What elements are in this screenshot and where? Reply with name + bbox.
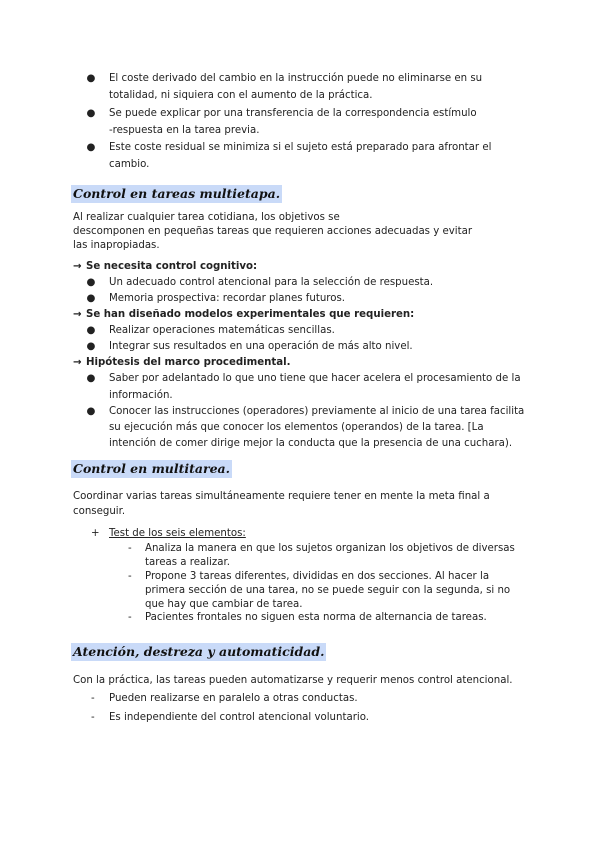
sublist-label: Test de los seis elementos: — [109, 528, 246, 539]
bullet-icon: ● — [86, 108, 96, 119]
dash-icon: - — [128, 543, 132, 554]
arrow-icon: → — [73, 309, 82, 320]
group-label: Se necesita control cognitivo: — [86, 261, 258, 272]
paragraph-line: conseguir. — [73, 506, 126, 517]
list-item-line: información. — [109, 390, 173, 401]
list-item-line: Un adecuado control atencional para la selección de respuesta. — [109, 277, 434, 288]
dash-icon: - — [91, 712, 95, 723]
dash-icon: - — [128, 612, 132, 623]
paragraph-line: Con la práctica, las tareas pueden automatizarse y requerir menos control atencional. — [73, 675, 513, 686]
list-item-line: su ejecución más que conocer los elementos (operandos) de la tarea. [La — [109, 422, 484, 433]
bullet-icon: ● — [86, 142, 96, 153]
list-item-line: Pueden realizarse en paralelo a otras conductas. — [109, 693, 358, 704]
bullet-icon: ● — [86, 341, 96, 352]
bullet-icon: ● — [86, 325, 96, 336]
list-item-line: -respuesta en la tarea previa. — [109, 125, 260, 136]
paragraph-line: las inapropiadas. — [73, 240, 160, 251]
list-item-line: Realizar operaciones matemáticas sencillas. — [109, 325, 335, 336]
list-item-line: Memoria prospectiva: recordar planes futuros. — [109, 293, 346, 304]
list-item-line: primera sección de una tarea, no se puede seguir con la segunda, si no — [145, 585, 511, 596]
paragraph-line: Al realizar cualquier tarea cotidiana, los objetivos se — [73, 212, 340, 223]
list-item-line: Conocer las instrucciones (operadores) previamente al inicio de una tarea facilita — [109, 406, 525, 417]
list-item-line: totalidad, ni siquiera con el aumento de la práctica. — [109, 90, 373, 101]
bullet-icon: ● — [86, 406, 96, 417]
list-item-line: tareas a realizar. — [145, 557, 230, 568]
list-item-line: Analiza la manera en que los sujetos organizan los objetivos de diversas — [145, 543, 515, 554]
dash-icon: - — [128, 571, 132, 582]
bullet-icon: ● — [86, 277, 96, 288]
list-item-line: cambio. — [109, 159, 150, 170]
dash-icon: - — [91, 693, 95, 704]
bullet-icon: ● — [86, 73, 96, 84]
paragraph-line: descomponen en pequeñas tareas que requieren acciones adecuadas y evitar — [73, 226, 473, 237]
list-item-line: Integrar sus resultados en una operación de más alto nivel. — [109, 341, 413, 352]
bullet-icon: ● — [86, 293, 96, 304]
list-item-line: Saber por adelantado lo que uno tiene que hacer acelera el procesamiento de la — [109, 373, 521, 384]
list-item-line: Se puede explicar por una transferencia de la correspondencia estímulo — [109, 108, 477, 119]
list-item-line: intención de comer dirige mejor la conducta que la presencia de una cuchara). — [109, 438, 513, 449]
section-heading: Control en multitarea. — [73, 461, 231, 476]
paragraph-line: Coordinar varias tareas simultáneamente requiere tener en mente la meta final a — [73, 491, 490, 502]
list-item-line: Propone 3 tareas diferentes, divididas en dos secciones. Al hacer la — [145, 571, 490, 582]
plus-icon: + — [91, 528, 100, 539]
section-heading: Atención, destreza y automaticidad. — [73, 644, 325, 659]
group-label: Hipótesis del marco procedimental. — [86, 357, 291, 368]
arrow-icon: → — [73, 357, 82, 368]
list-item-line: Este coste residual se minimiza si el sujeto está preparado para afrontar el — [109, 142, 492, 153]
section-heading: Control en tareas multietapa. — [73, 186, 281, 201]
list-item-line: Pacientes frontales no siguen esta norma de alternancia de tareas. — [145, 612, 487, 623]
arrow-icon: → — [73, 261, 82, 272]
group-label: Se han diseñado modelos experimentales que requieren: — [86, 309, 415, 320]
list-item-line: El coste derivado del cambio en la instrucción puede no eliminarse en su — [109, 73, 483, 84]
bullet-icon: ● — [86, 373, 96, 384]
list-item-line: Es independiente del control atencional voluntario. — [109, 712, 370, 723]
list-item-line: que hay que cambiar de tarea. — [145, 599, 303, 610]
